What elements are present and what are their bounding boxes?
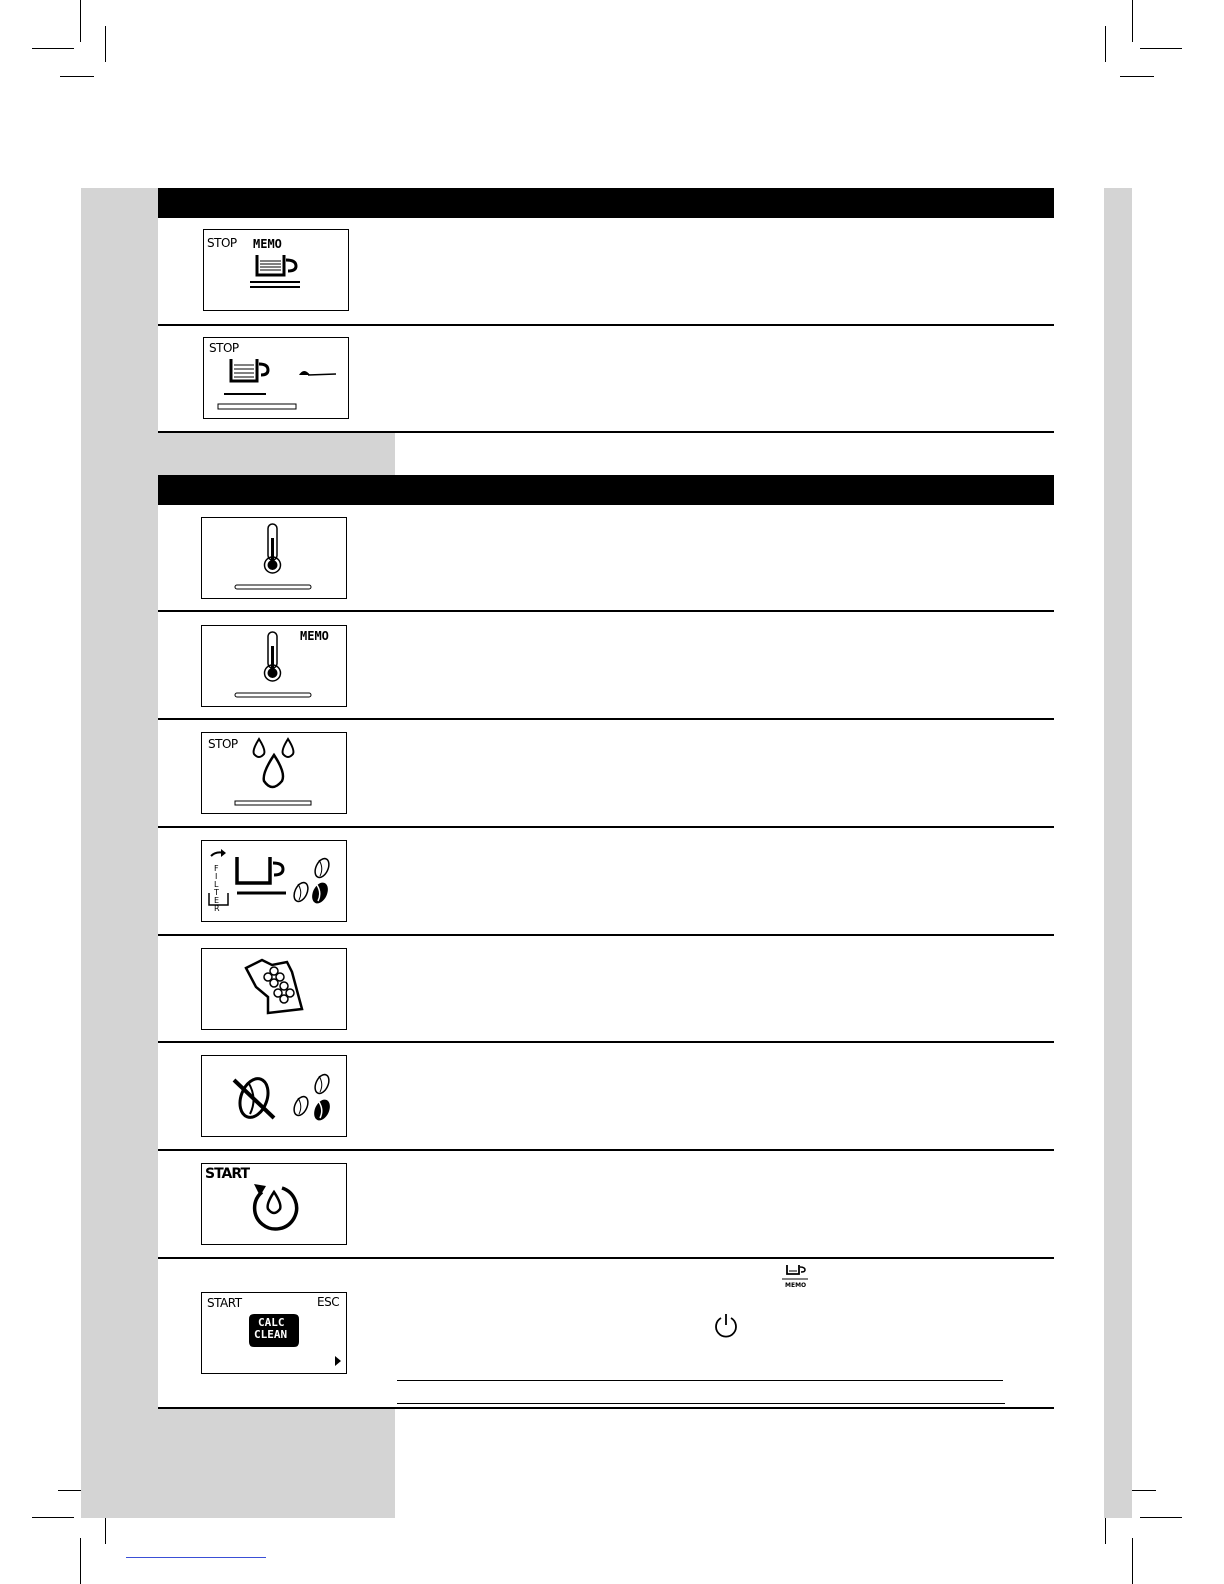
crop-mark: [32, 1517, 74, 1518]
table-header-bar: [158, 475, 1054, 505]
row-divider: [158, 1041, 1054, 1043]
crop-mark: [80, 1538, 81, 1584]
row-divider: [158, 610, 1054, 612]
svg-text:F: F: [214, 864, 219, 873]
display-filter-cup-beans: [201, 840, 347, 922]
power-icon: [713, 1312, 739, 1338]
crop-mark: [1140, 48, 1182, 49]
svg-text:R: R: [214, 904, 220, 913]
thermometer-icon: [202, 518, 347, 599]
row-divider: [158, 431, 1054, 433]
crop-mark: [1105, 26, 1106, 62]
brew-group-icon: [202, 949, 347, 1030]
row-divider: [158, 718, 1054, 720]
memo-label: MEMO: [253, 237, 282, 251]
footer-link-underline: [126, 1557, 266, 1558]
crop-mark: [105, 26, 106, 62]
crop-mark: [1132, 1538, 1133, 1584]
cup-with-scoop-icon: [204, 338, 349, 419]
crop-mark: [1140, 1517, 1182, 1518]
crop-mark: [80, 0, 81, 42]
filter-cup-beans-icon: [202, 841, 347, 922]
start-label[interactable]: START: [207, 1296, 242, 1310]
esc-label[interactable]: ESC: [317, 1295, 340, 1309]
water-drops-icon: [202, 733, 347, 814]
svg-text:E: E: [214, 896, 220, 905]
cup-icon: [204, 230, 349, 311]
note-rule: [397, 1380, 1003, 1381]
display-no-ground-coffee-beans: [201, 1055, 347, 1137]
display-brew-group: [201, 948, 347, 1030]
clean-label: CLEAN: [254, 1328, 288, 1341]
cup-memo-icon: [780, 1262, 810, 1292]
svg-text:L: L: [214, 880, 219, 889]
row-divider: [158, 1257, 1054, 1259]
table-header-bar: [158, 188, 1054, 218]
row-divider: [158, 1149, 1054, 1151]
memo-label: MEMO: [785, 1282, 807, 1289]
memo-label: MEMO: [300, 629, 329, 643]
stop-label: STOP: [207, 236, 237, 250]
display-thermometer: [201, 517, 347, 599]
display-start-calc-clean: [201, 1292, 347, 1374]
crop-mark: [32, 48, 74, 49]
display-start-water-cycle: [201, 1163, 347, 1245]
crop-mark: [1120, 76, 1154, 77]
display-stop-water-drops: [201, 732, 347, 814]
thermometer-icon: [202, 626, 347, 707]
svg-text:T: T: [214, 888, 219, 897]
calc-label: CALC: [258, 1316, 285, 1329]
table-left-column-bg: [158, 475, 395, 1409]
note-rule: [397, 1403, 1005, 1404]
start-label: START: [205, 1166, 250, 1182]
right-margin-band: [1104, 188, 1132, 1518]
row-divider: [158, 1407, 1054, 1409]
stop-label: STOP: [208, 737, 238, 751]
stop-label: STOP: [209, 341, 239, 355]
crop-mark: [1132, 0, 1133, 42]
row-divider: [158, 826, 1054, 828]
row-divider: [158, 324, 1054, 326]
display-stop-memo-cup: [203, 229, 349, 311]
row-divider: [158, 934, 1054, 936]
no-ground-coffee-beans-icon: [202, 1056, 347, 1137]
water-cycle-icon: [202, 1164, 347, 1245]
display-thermometer-memo: [201, 625, 347, 707]
display-stop-cup-scoop: [203, 337, 349, 419]
crop-mark: [60, 76, 94, 77]
svg-text:I: I: [215, 872, 218, 881]
